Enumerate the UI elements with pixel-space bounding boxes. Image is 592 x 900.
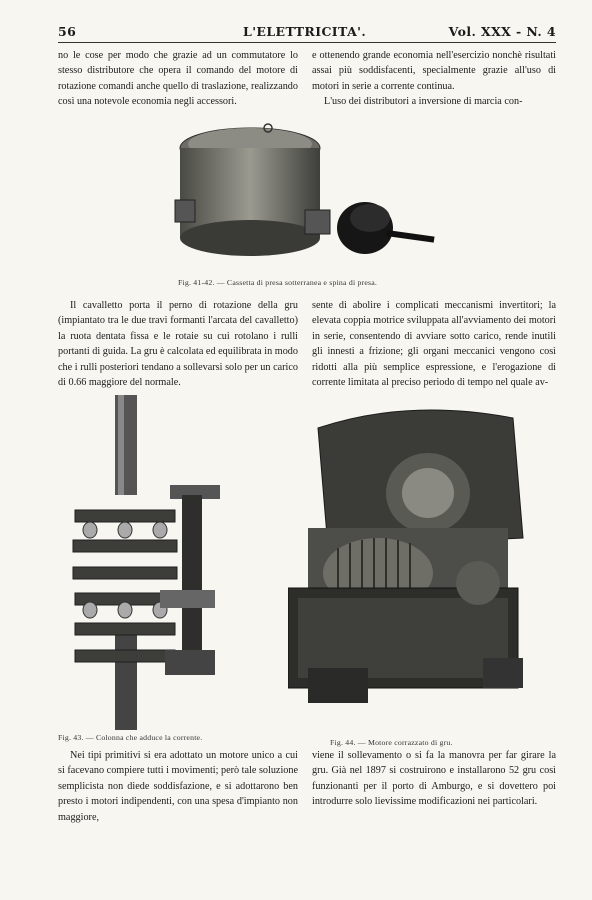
paragraph: viene il sollevamento o si fa la manovra per far girare la gru. Già nel 1897 si costruirono e installarono 52 gru così funzionanti per il porto di Amburgo, e si dovettero poi introdurre solo lievissime modificazioni nei particolari. [312, 750, 556, 808]
page-number: 56 [58, 24, 77, 39]
figure-caption: Fig. 44. — Motore corrazzato di gru. [330, 738, 453, 747]
paragraph: no le cose per modo che grazie ad un commutatore lo stesso distributore che opera il comando del motore di rotazione comandi anche quello di traslazione, realizzando così una notevole economia negli accessori. [58, 50, 298, 108]
armored-crane-motor-illustration [288, 398, 533, 728]
socket-box-illustration [165, 118, 445, 278]
figure-41-42-photo [165, 118, 445, 278]
paragraph: Il cavalletto porta il perno di rotazione della gru (impiantato tra le due travi formanti l'arcata del cavalletto) la ruota dentata fissa e le rotaie su cui rotolano i rulli portanti di guida. La gru è calcolata ed equilibrata in modo che i rulli posteriori tendano a sollevarsi solo per un carico di 0.66 maggiore del normale. [58, 300, 298, 389]
journal-title: L'ELETTRICITA'. [243, 24, 367, 39]
figure-caption: Fig. 43. — Colonna che adduce la corrente. [58, 733, 203, 742]
figure-43-photo [70, 395, 220, 730]
text-column-right-middle [312, 298, 556, 390]
text-column-right-bottom [312, 748, 556, 810]
text-column-right-top [312, 48, 556, 110]
text-column-left-middle [58, 298, 298, 390]
text-column-left-top [58, 48, 298, 110]
current-column-illustration [70, 395, 220, 730]
header-rule [58, 42, 556, 43]
text-column-left-bottom [58, 748, 298, 825]
figure-caption: Fig. 41-42. — Cassetta di presa sotterranea e spina di presa. [178, 278, 378, 287]
paragraph: L'uso dei distributori a inversione di marcia con- [324, 96, 523, 108]
paragraph: Nei tipi primitivi si era adottato un motore unico a cui si facevano compiere tutti i movimenti; però tale soluzione semplicista non diede soddisfazione, e si adottarono ben presto i motori indipendenti, con una spesa d'impianto non maggiore, [58, 750, 298, 823]
running-header [58, 24, 556, 42]
figure-44-photo [288, 398, 533, 728]
paragraph: e ottenendo grande economia nell'esercizio nonchè risultati assai più soddisfacenti, specialmente grazie all'uso di motori in serie a corrente continua. [312, 50, 556, 92]
volume-number: Vol. XXX - N. 4 [448, 24, 556, 39]
paragraph: sente di abolire i complicati meccanismi invertitori; la elevata coppia motrice sviluppata all'avviamento dei motori in serie, consentendo di avviare sotto carico, rende inutili gli innesti a frizione; gli organi meccanici vengono così ridotti alla più semplice espressione, e l'erogazione di corrente limitata al preciso periodo di tempo nel quale av- [312, 300, 556, 389]
